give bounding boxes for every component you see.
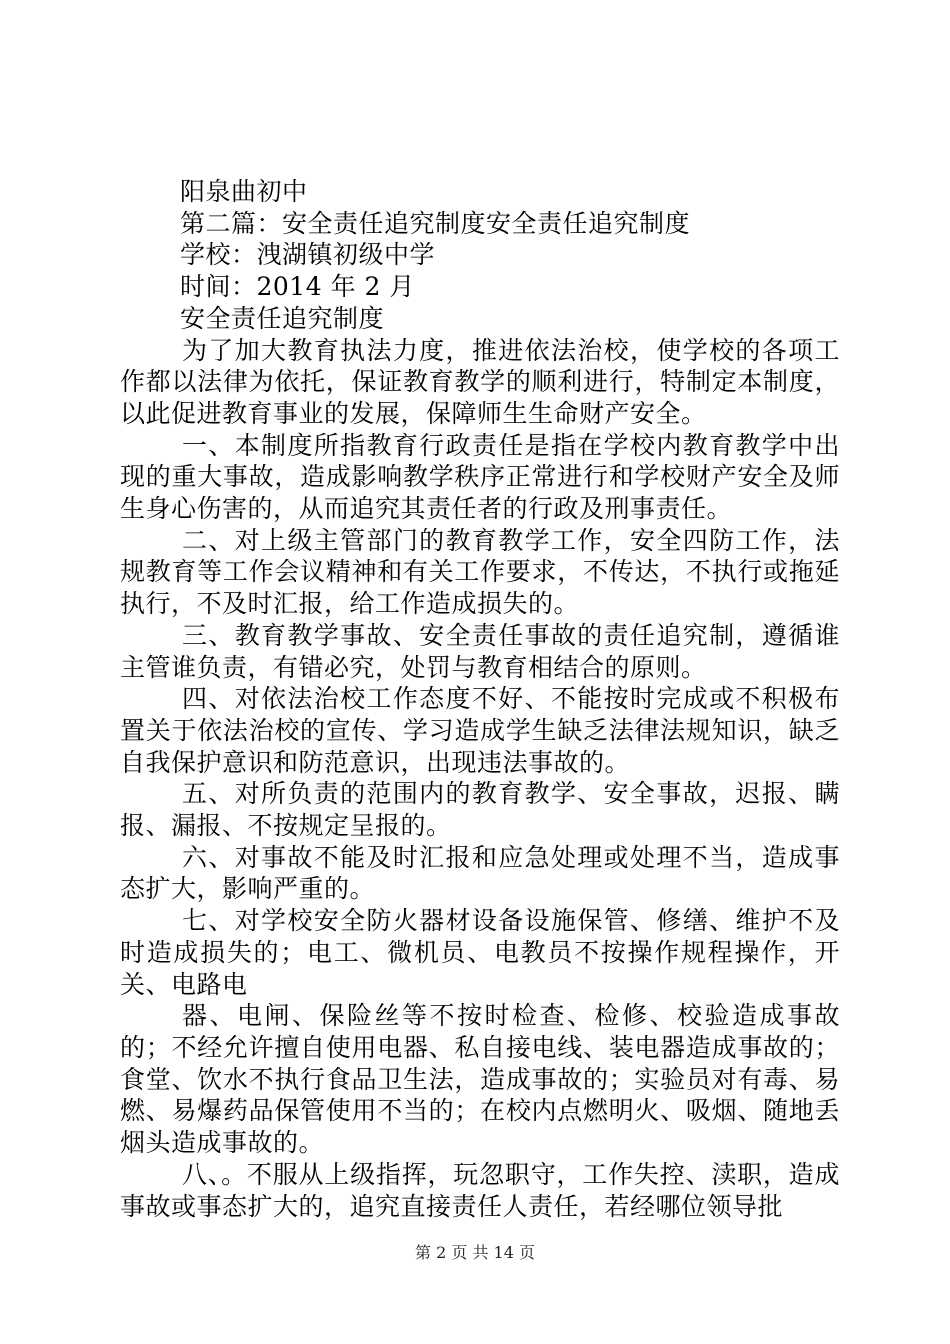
school-name-line: 阳泉曲初中	[180, 177, 308, 206]
page-footer: 第 2 页 共 14 页	[415, 1243, 535, 1262]
paragraph-item-8: 八、。不服从上级指挥，玩忽职守，工作失控、渎职，造成事故或事态扩大的，追究直接责任人责任，若经哪位领导批	[120, 1159, 840, 1221]
paragraph-item-7: 七、对学校安全防火器材设备设施保管、修缮、维护不及时造成损失的；电工、微机员、电教员不按操作规程操作，开关、电路电	[120, 906, 840, 999]
paragraph-item-5: 五、对所负责的范围内的教育教学、安全事故，迟报、瞒报、漏报、不按规定呈报的。	[120, 779, 840, 841]
school-line: 学校：洩湖镇初级中学	[180, 240, 436, 270]
document-body	[120, 176, 840, 1222]
paragraph-item-2: 二、对上级主管部门的教育教学工作，安全四防工作，法规教育等工作会议精神和有关工作要求，不传达，不执行或拖延执行，不及时汇报，给工作造成损失的。	[120, 525, 840, 619]
paragraph-intro: 为了加大教育执法力度，推进依法治校，使学校的各项工作都以法律为依托，保证教育教学的顺利进行，特制定本制度，以此促进教育事业的发展，保障师生生命财产安全。	[120, 335, 840, 428]
chapter-title-line: 第二篇：安全责任追究制度安全责任追究制度	[180, 208, 691, 238]
section-title-line: 安全责任追究制度	[180, 303, 385, 333]
paragraph-item-7-continued: 器、电闸、保险丝等不按时检查、检修、校验造成事故的；不经允许擅自使用电器、私自接电线、装电器造成事故的；食堂、饮水不执行食品卫生法，造成事故的；实验员对有毒、易燃、易爆药品保管使用不当的；在校内点燃明火、吸烟、随地丢烟头造成事故的。	[120, 1001, 840, 1158]
date-line: 时间：2014 年 2 月	[180, 272, 415, 302]
paragraph-item-4: 四、对依法治校工作态度不好、不能按时完成或不积极布置关于依法治校的宣传、学习造成学生缺乏法律法规知识，缺乏自我保护意识和防范意识，出现违法事故的。	[120, 684, 840, 777]
paragraph-item-6: 六、对事故不能及时汇报和应急处理或处理不当，造成事态扩大，影响严重的。	[120, 842, 840, 904]
paragraph-item-1: 一、本制度所指教育行政责任是指在学校内教育教学中出现的重大事故，造成影响教学秩序正常进行和学校财产安全及师生身心伤害的，从而追究其责任者的行政及刑事责任。	[120, 430, 840, 524]
paragraph-item-3: 三、教育教学事故、安全责任事故的责任追究制，遵循谁主管谁负责，有错必究，处罚与教育相结合的原则。	[120, 620, 840, 682]
